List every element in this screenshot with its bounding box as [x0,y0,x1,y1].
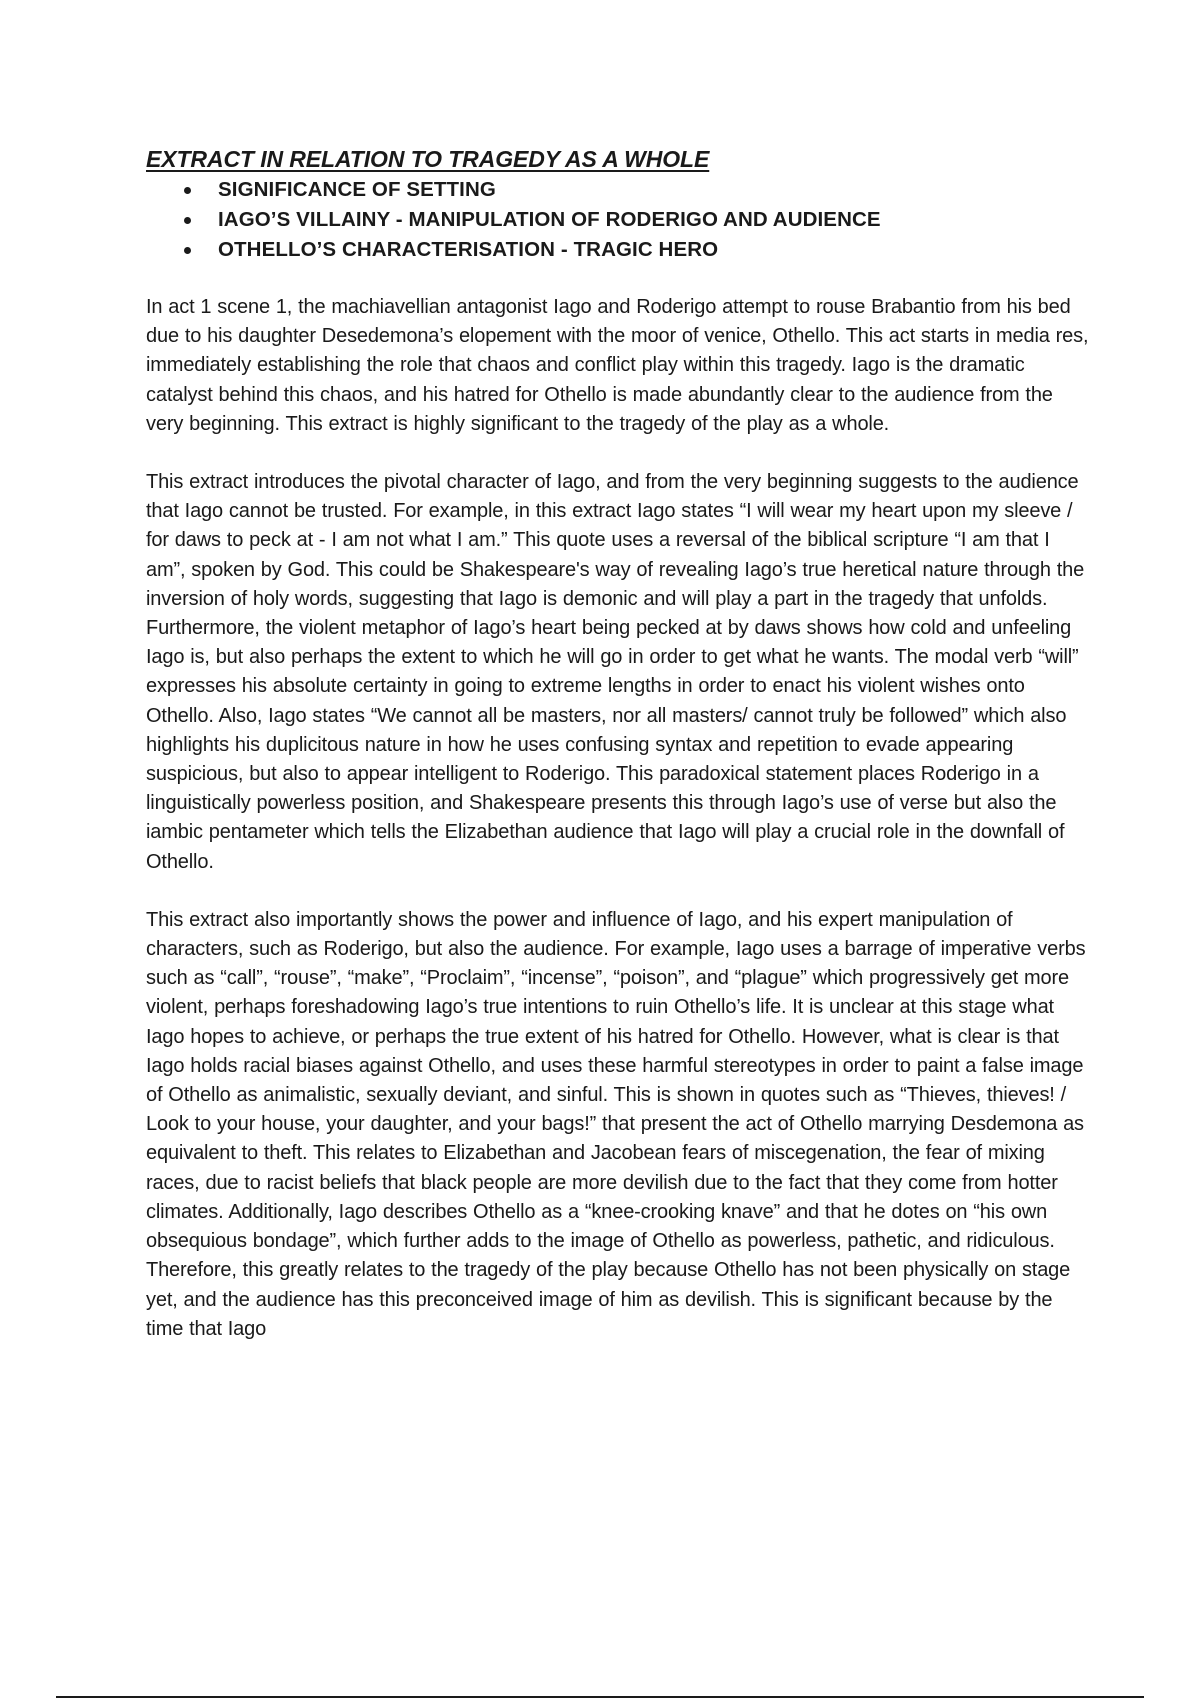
document-title: EXTRACT IN RELATION TO TRAGEDY AS A WHOLE [146,146,710,172]
page-divider [56,1696,1144,1698]
bullet-list [146,175,1090,265]
bullet-dot-icon [184,247,191,254]
paragraph-iago-influence: This extract also importantly shows the power and influence of Iago, and his expert manipulation of characters, such as Roderigo, but also the audience. For example, Iago uses a barrage of imperative verbs such as “call”, “rouse”, “make”, “Proclaim”, “incense”, “poison”, and “plague” which progressively get more violent, perhaps foreshadowing Iago’s true intentions to ruin Othello’s life. It is unclear at this stage what Iago hopes to achieve, or perhaps the true extent of his hatred for Othello. However, what is clear is that Iago holds racial biases against Othello, and uses these harmful stereotypes in order to paint a false image of Othello as animalistic, sexually deviant, and sinful. This is shown in quotes such as “Thieves, thieves! / Look to your house, your daughter, and your bags!” that present the act of Othello marrying Desdemona as equivalent to theft. This relates to Elizabethan and Jacobean fears of miscegenation, the fear of mixing races, due to racist beliefs that black people are more devilish due to the fact that they come from hotter climates. Additionally, Iago describes Othello as a “knee-crooking knave” and that he dotes on “his own obsequious bondage”, which further adds to the image of Othello as powerless, pathetic, and ridiculous. Therefore, this greatly relates to the tragedy of the play because Othello has not been physically on stage yet, and the audience has this preconceived image of him as devilish. This is significant because by the time that Iago [146,908,1086,1340]
bullet-text: SIGNIFICANCE OF SETTING [218,178,496,201]
bullet-item-setting [146,175,1090,205]
document-body [146,143,1090,1344]
bullet-item-iago-villainy [146,205,1090,235]
bullet-dot-icon [184,187,191,194]
bullet-item-othello-characterisation [146,235,1090,265]
bullet-dot-icon [184,217,191,224]
paragraph-iago-character: This extract introduces the pivotal character of Iago, and from the very beginning suggests to the audience that Iago cannot be trusted. For example, in this extract Iago states “I will wear my heart upon my sleeve / for daws to peck at - I am not what I am.” This quote uses a reversal of the biblical scripture “I am that I am”, spoken by God. This could be Shakespeare's way of revealing Iago’s true heretical nature through the inversion of holy words, suggesting that Iago is demonic and will play a part in the tragedy that unfolds. Furthermore, the violent metaphor of Iago’s heart being pecked at by daws shows how cold and unfeeling Iago is, but also perhaps the extent to which he will go in order to get what he wants. The modal verb “will” expresses his absolute certainty in going to extreme lengths in order to enact his violent wishes onto Othello. Also, Iago states “We cannot all be masters, nor all masters/ cannot truly be followed” which also highlights his duplicitous nature in how he uses confusing syntax and repetition to evade appearing suspicious, but also to appear intelligent to Roderigo. This paradoxical statement places Roderigo in a linguistically powerless position, and Shakespeare presents this through Iago’s use of verse but also the iambic pentameter which tells the Elizabethan audience that Iago will play a crucial role in the downfall of Othello. [146,471,1085,873]
paragraph-introduction: In act 1 scene 1, the machiavellian antagonist Iago and Roderigo attempt to rouse Brabantio from his bed due to his daughter Desedemona’s elopement with the moor of venice, Othello. This act starts in media res, immediately establishing the role that chaos and conflict play within this tragedy. Iago is the dramatic catalyst behind this chaos, and his hatred for Othello is made abundantly clear to the audience from the very beginning. This extract is highly significant to the tragedy of the play as a whole. [146,296,1089,435]
bullet-text: OTHELLO’S CHARACTERISATION - TRAGIC HERO [218,238,719,261]
bullet-text: IAGO’S VILLAINY - MANIPULATION OF RODERIGO AND AUDIENCE [218,208,881,231]
